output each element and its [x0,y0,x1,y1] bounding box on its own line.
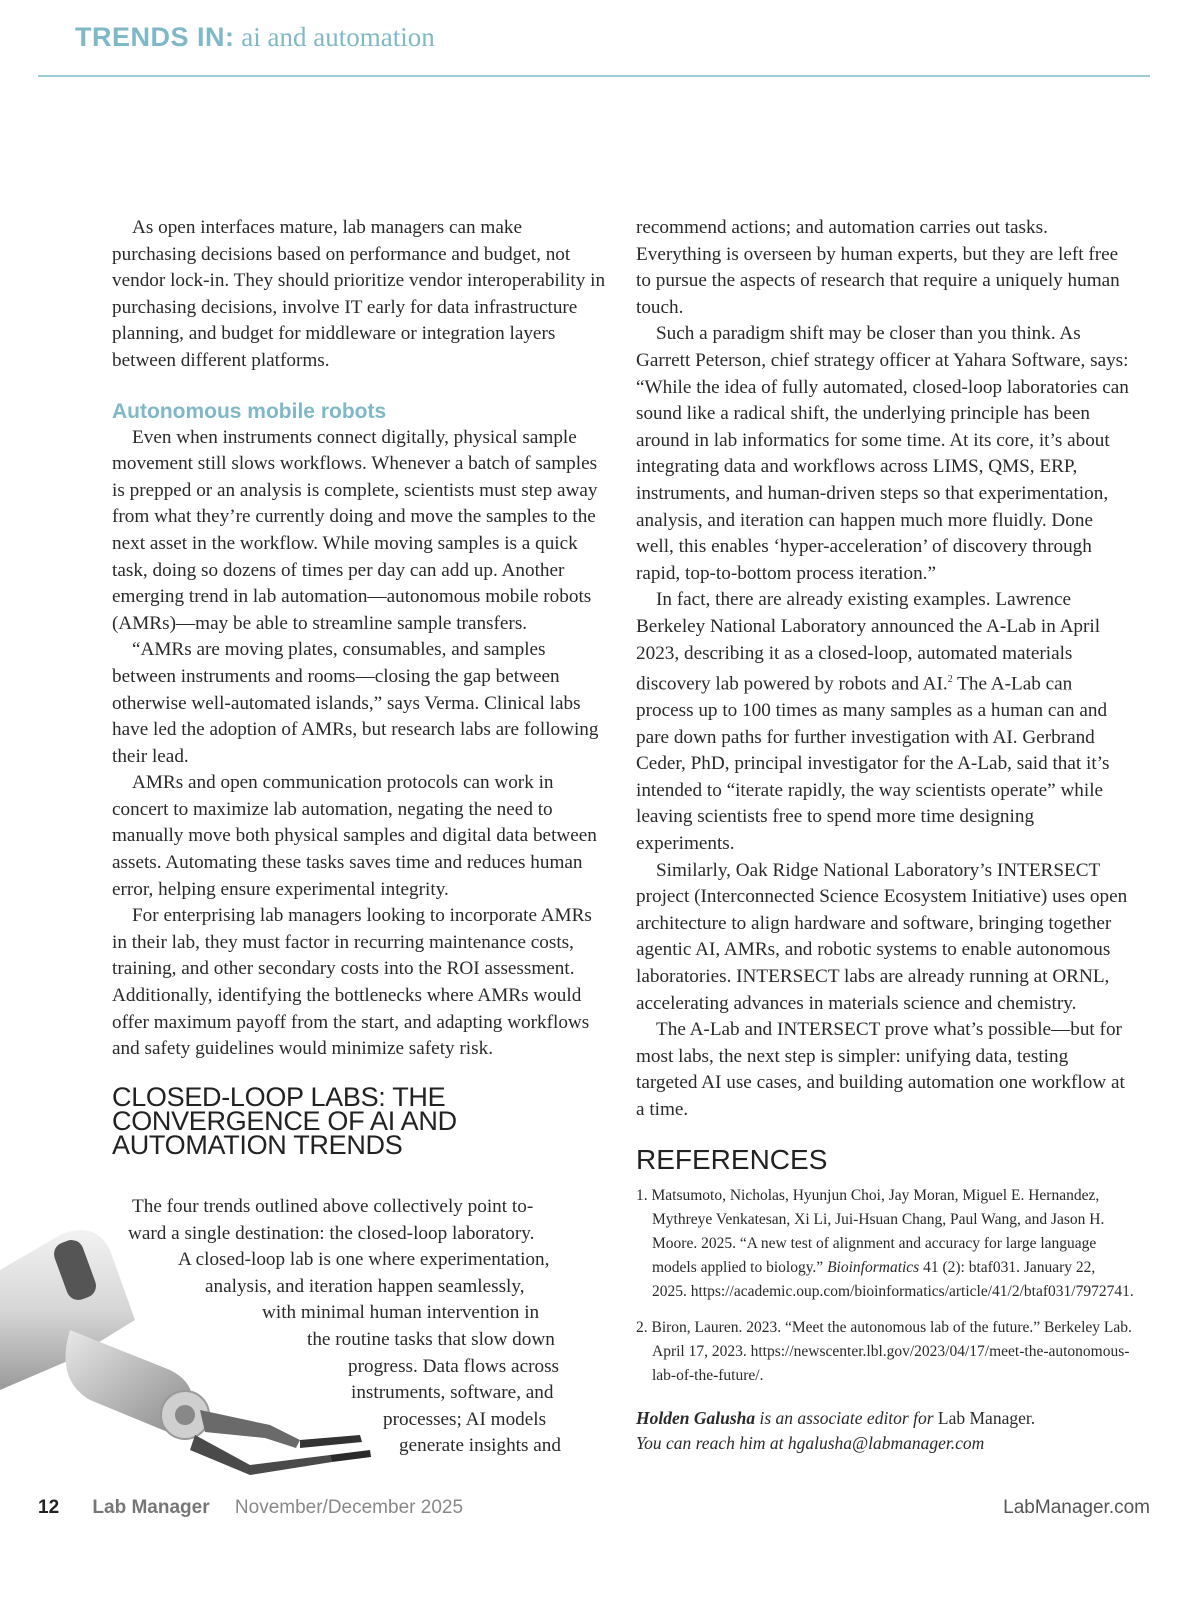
left-paragraph-4: AMRs and open communication protocols can work in concert to maximize lab automation, negating the need to manually move both physical samples and digital data between assets. Automating these tasks saves time and reduces human error, helping ensure experimental integrity. [112,772,597,900]
left-paragraph-3: “AMRs are moving plates, consumables, and samples between instruments and rooms—closing the gap between otherwise well-automated islands,” says Verma. Clinical labs have led the adoption of AMRs, but research labs are following their lead. [112,639,599,767]
robot-arm-illustration [0,1210,400,1480]
header-kicker: TRENDS IN: [75,22,235,52]
left-column [112,215,610,1163]
subhead-amr: Autonomous mobile robots [112,399,387,423]
header-topic: ai and automation [241,22,435,52]
left-paragraph-2: Even when instruments connect digitally, physical sample movement still slows workflows. Whenever a batch of samples is prepped or an analysis is complete, scientists must step away from what they’re currently doing and move the samples to the next asset in the workflow. While moving samples is a quick task, doing so dozens of times per day can add up. Another emerging trend in lab automation—autonomous mobile robots (AMRs)—may be able to streamline sample transfers. [112,426,598,634]
wrap-line: with minimal human intervention in [262,1302,540,1324]
header-rule [38,75,1150,77]
footer-site-link[interactable]: LabManager.com [1003,1497,1150,1518]
footnote-marker: 2 [947,674,953,686]
wrap-line: ward a single destination: the closed-loop laboratory. [128,1222,535,1244]
section-heading-line: CLOSED-LOOP LABS: THE [112,1081,446,1112]
section-heading-closed-loop [112,1081,610,1160]
references-list [636,1184,1134,1388]
references-heading: REFERENCES [636,1143,828,1175]
reference-text: 1. Matsumoto, Nicholas, Hyunjun Choi, Jay Moran, Miguel E. Hernandez, Mythreye Venkatesan, Xi Li, Jui-Hsuan Chang, Paul Wang, and Jason H. Moore. 2025. “A new test of alignment and accuracy for large language models applied to biology.” [636,1186,1105,1276]
right-paragraph-5: The A-Lab and INTERSECT prove what’s possible—but for most labs, the next step is simpler: unifying data, testing targeted AI use cases, and building automation one workflow at a time. [636,1019,1125,1120]
running-header [75,22,435,53]
footer-magazine: Lab Manager [92,1497,210,1518]
wrap-line: A closed-loop lab is one where experimentation, [178,1249,550,1271]
wrap-line: analysis, and iteration happen seamlessly, [205,1275,525,1297]
wrap-line: The four trends outlined above collectively point to- [132,1196,534,1217]
page-number: 12 [38,1497,60,1518]
wrap-line: progress. Data flows across [348,1355,560,1377]
left-paragraph-5: For enterprising lab managers looking to incorporate AMRs in their lab, they must factor in recurring maintenance costs, training, and other secondary costs into the ROI assessment. Additionally, identifying the bottlenecks where AMRs would offer maximum payoff from the start, and adapting workflows and safety guidelines would minimize safety risk. [112,905,592,1060]
section-heading-line: AUTOMATION TRENDS [112,1129,403,1160]
right-paragraph-2: Such a paradigm shift may be closer than you think. As Garrett Peterson, chief strategy officer at Yahara Software, says: “While the idea of fully automated, closed-loop laboratories can sound like a radical shift, the underlying principle has been around in lab informatics for some time. At its core, it’s about integrating data and workflows across LIMS, QMS, ERP, instruments, and human-driven steps so that experimentation, analysis, and iteration can happen much more fluidly. Done well, this enables ‘hyper-acceleration’ of discovery through rapid, top-to-bottom process iteration.” [636,323,1129,584]
reference-journal: Bioinformatics [827,1258,920,1276]
right-paragraph-3-text: The A-Lab can process up to 100 times as many samples as a human can and pare down paths for further investigation with AI. Gerbrand Ceder, PhD, principal investigator for the A-Lab, said that it’s intended to “iterate rapidly, the way scientists operate” while leaving scientists free to spend more time designing experiments. [636,673,1110,855]
right-paragraph-3-text: In fact, there are already existing examples. Lawrence Berkeley National Laboratory announced the A-Lab in April 2023, describing it as a closed-loop, automated materials discovery lab powered by robots and AI. [636,589,1101,695]
magazine-name: Lab Manager. [937,1407,1036,1428]
section-heading-line: CONVERGENCE OF AI AND [112,1105,457,1136]
footer-issue: November/December 2025 [234,1497,464,1518]
right-paragraph-1: recommend actions; and automation carries out tasks. Everything is overseen by human experts, but they are left free to pursue the aspects of research that require a uniquely human touch. [636,217,1120,318]
page-footer [38,1497,1150,1519]
wrap-line: the routine tasks that slow down [307,1328,555,1350]
author-role: is an associate editor for [755,1407,938,1428]
author-contact: You can reach him at hgalusha@labmanager.com [636,1432,985,1453]
reference-item: 2. Biron, Lauren. 2023. “Meet the autonomous lab of the future.” Berkeley Lab. April 17, 2023. https://newscenter.lbl.gov/2023/04/17/meet-the-autonomous-lab-of-the-future/. [636,1318,1132,1384]
reference-text: 41 (2): btaf031. January 22, 2025. https://academic.oup.com/bioinformatics/article/41/2/btaf031/7972741. [652,1258,1134,1300]
wrap-line: instruments, software, and [351,1382,554,1404]
right-column [636,215,1134,1456]
author-name: Holden Galusha [636,1407,756,1428]
reference-item [636,1184,1134,1304]
wrap-line: processes; AI models [383,1408,547,1430]
left-paragraph-1: As open interfaces mature, lab managers can make purchasing decisions based on performance and budget, not vendor lock-in. They should prioritize vendor interoperability in purchasing decisions, involve IT early for data infrastructure planning, and budget for middleware or integration layers between different platforms. [112,217,606,371]
wrap-line: generate insights and [399,1435,561,1457]
author-byline [636,1406,1134,1456]
right-paragraph-4: Similarly, Oak Ridge National Laboratory’s INTERSECT project (Interconnected Science Ecosystem Initiative) uses open architecture to align hardware and software, bringing together agentic AI, AMRs, and robotic systems to enable autonomous laboratories. INTERSECT labs are already running at ORNL, accelerating advances in materials science and chemistry. [636,859,1128,1014]
right-paragraph-3 [636,587,1134,857]
